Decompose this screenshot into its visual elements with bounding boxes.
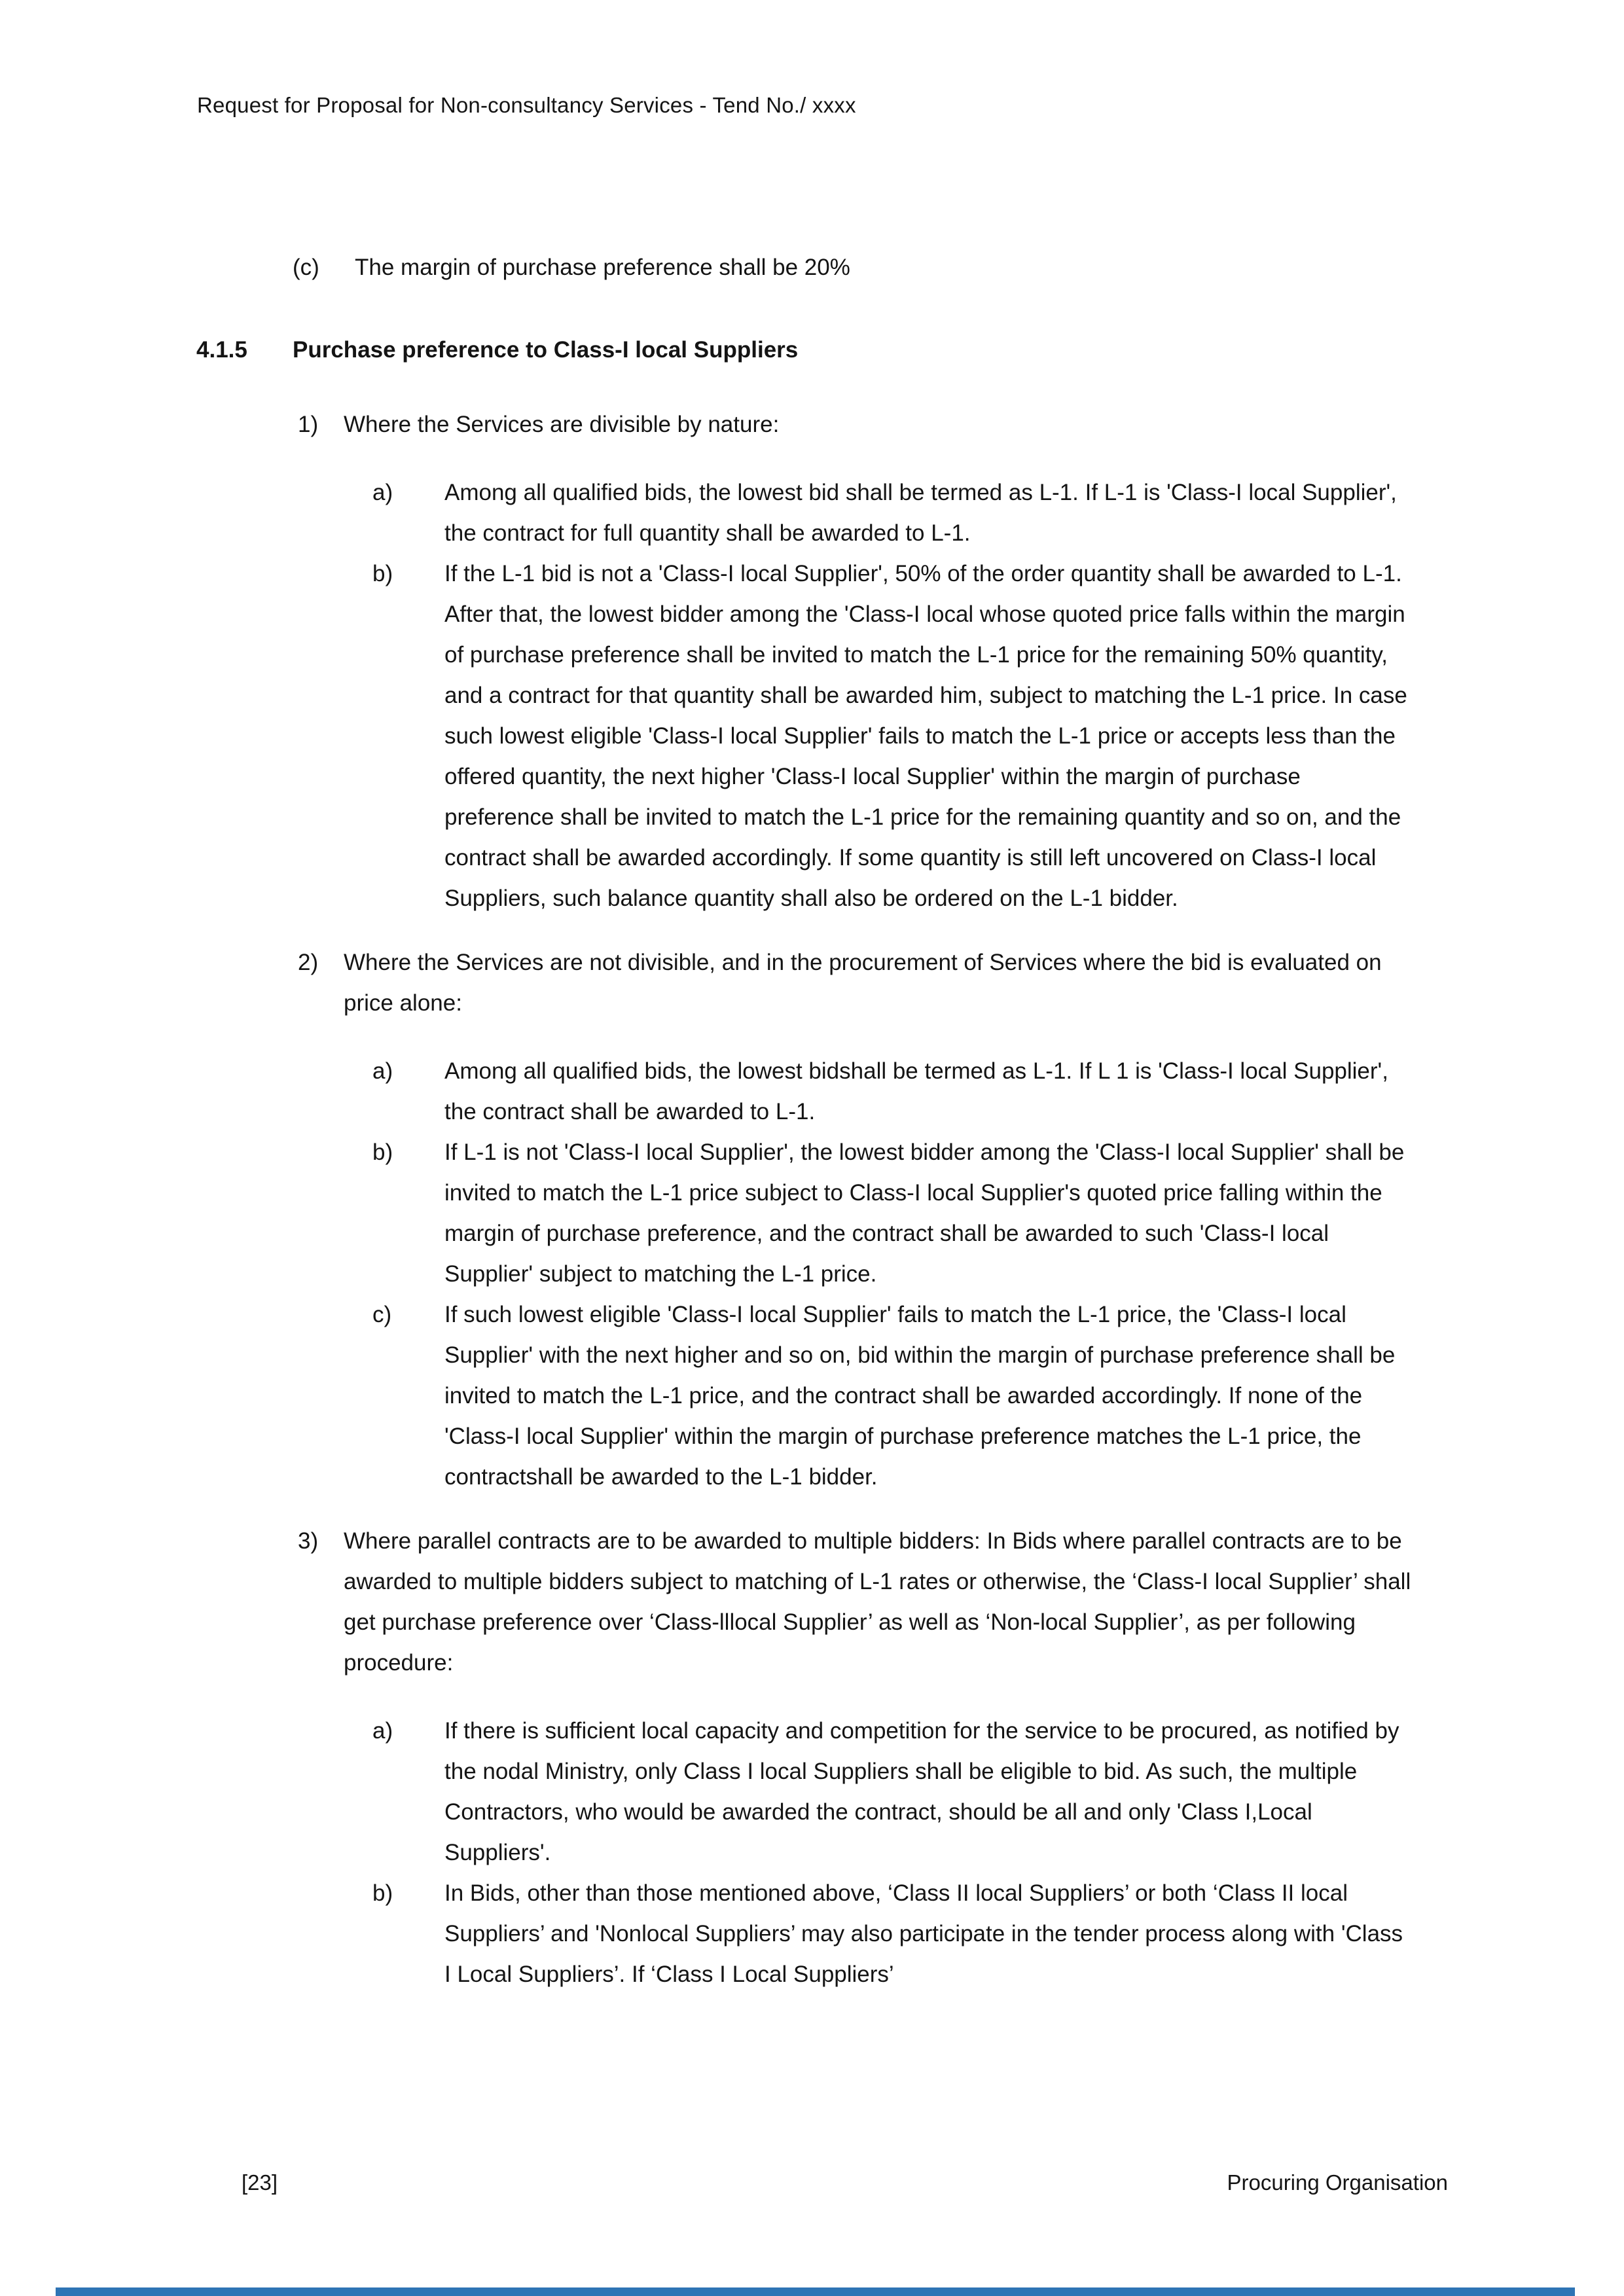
list-item-2-text: Where the Services are not divisible, and in the procurement of Services where the bid is evaluated on price alone: — [344, 950, 1382, 1016]
list-item-3-text: Where parallel contracts are to be awarded to multiple bidders: In Bids where parallel contracts are to be awarded to multiple bidders subject to matching of L-1 rates or otherwise, the ‘Class-I local Supplier’ shall get purchase preference over ‘Class-lllocal Supplier’ as well as ‘Non-local Supplier’, as per following procedure: — [344, 1528, 1411, 1676]
list-item-3a-marker: a) — [372, 1718, 393, 1744]
list-item-1-head — [196, 404, 1414, 445]
list-item-1b-marker: b) — [372, 561, 393, 586]
list-item-3a-text: If there is sufficient local capacity and competition for the service to be procured, as notified by the nodal Ministry, only Class I local Suppliers shall be eligible to bid. As such, the multiple Contractors, who would be awarded the contract, should be all and only 'Class I,Local Suppliers'. — [444, 1718, 1399, 1865]
list-item-2a-text: Among all qualified bids, the lowest bidshall be termed as L-1. If L 1 is 'Class-I local Supplier', the contract shall be awarded to L-1. — [444, 1058, 1388, 1124]
list-item-3-head — [196, 1521, 1414, 1683]
list-item-1-text: Where the Services are divisible by nature: — [344, 412, 780, 437]
header-title: Request for Proposal for Non-consultancy Services - Tend No./ xxxx — [197, 93, 856, 117]
list-item-2-head — [196, 942, 1414, 1024]
page-number: [23] — [242, 2170, 278, 2195]
list-item-1b-text: If the L-1 bid is not a 'Class-I local Supplier', 50% of the order quantity shall be awarded to L-1. After that, the lowest bidder among the 'Class-I local whose quoted price falls within the margin of purchase preference shall be invited to match the L-1 price for the remaining 50% quantity, and a contract for that quantity shall be awarded him, subject to matching the L-1 price. In case such lowest eligible 'Class-I local Supplier' fails to match the L-1 price or accepts less than the offered quantity, the next higher 'Class-I local Supplier' within the margin of purchase preference shall be invited to match the L-1 price for the remaining quantity and so on, and the contract shall be awarded accordingly. If some quantity is still left uncovered on Class-I local Suppliers, such balance quantity shall also be ordered on the L-1 bidder. — [444, 561, 1407, 911]
section-title: Purchase preference to Class-I local Suppliers — [293, 337, 799, 363]
list-item-3b — [196, 1873, 1414, 1995]
list-item-2b — [196, 1132, 1414, 1295]
list-item-2a-marker: a) — [372, 1058, 393, 1084]
list-item-1b — [196, 554, 1414, 919]
list-item-3b-marker: b) — [372, 1880, 393, 1906]
list-item-1 — [196, 404, 1414, 919]
clause-c — [196, 247, 1414, 288]
list-item-1-marker: 1) — [298, 412, 319, 437]
list-item-1a-marker: a) — [372, 480, 393, 505]
list-item-2b-marker: b) — [372, 1139, 393, 1165]
document-body — [196, 247, 1414, 2018]
list-item-3b-text: In Bids, other than those mentioned above, ‘Class II local Suppliers’ or both ‘Class II local Suppliers’ and 'Nonlocal Suppliers’ may also participate in the tender process along with 'Class I Local Suppliers’. If ‘Class I Local Suppliers’ — [444, 1880, 1403, 1987]
section-heading — [196, 330, 1414, 370]
list-item-2c — [196, 1295, 1414, 1498]
list-item-2 — [196, 942, 1414, 1498]
list-item-2c-marker: c) — [372, 1302, 392, 1327]
clause-c-marker: (c) — [293, 255, 319, 280]
section-number: 4.1.5 — [196, 337, 247, 363]
list-item-3-marker: 3) — [298, 1528, 319, 1554]
footer-organisation: Procuring Organisation — [1227, 2170, 1448, 2195]
list-item-1a-text: Among all qualified bids, the lowest bid shall be termed as L-1. If L-1 is 'Class-I local Supplier', the contract for full quantity shall be awarded to L-1. — [444, 480, 1397, 546]
sublist-1 — [196, 473, 1414, 919]
list-item-1a — [196, 473, 1414, 554]
page-header — [197, 93, 856, 118]
list-item-2b-text: If L-1 is not 'Class-I local Supplier', the lowest bidder among the 'Class-I local Supplier' shall be invited to match the L-1 price subject to Class-I local Supplier's quoted price falling within the margin of purchase preference, and the contract shall be awarded to such 'Class-I local Supplier' subject to matching the L-1 price. — [444, 1139, 1405, 1287]
bottom-accent-bar — [56, 2287, 1575, 2296]
list-item-2c-text: If such lowest eligible 'Class-I local Supplier' fails to match the L-1 price, the 'Class-I local Supplier' with the next higher and so on, bid within the margin of purchase preference shall be invited to match the L-1 price, and the contract shall be awarded accordingly. If none of the 'Class-I local Supplier' within the margin of purchase preference matches the L-1 price, the contractshall be awarded to the L-1 bidder. — [444, 1302, 1396, 1490]
clause-c-text: The margin of purchase preference shall be 20% — [355, 255, 850, 280]
page-footer — [242, 2170, 1448, 2195]
sublist-2 — [196, 1051, 1414, 1498]
list-item-2-marker: 2) — [298, 950, 319, 975]
list-item-3a — [196, 1711, 1414, 1873]
sublist-3 — [196, 1711, 1414, 1995]
list-item-2a — [196, 1051, 1414, 1132]
list-item-3 — [196, 1521, 1414, 1995]
